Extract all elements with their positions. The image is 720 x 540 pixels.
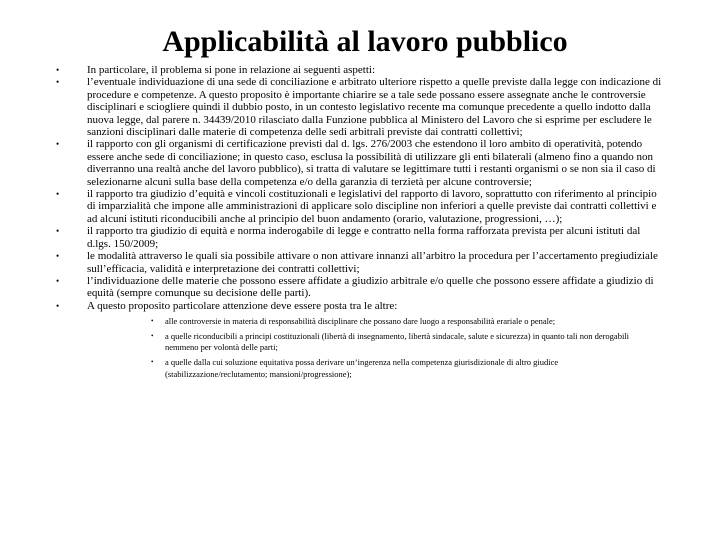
sub-list-item-text: a quelle dalla cui soluzione equitativa possa derivare un’ingerenza nella competenza giurisdizionale di altro giudice (stabilizzazione/reclutamento; mansioni/progressione); bbox=[165, 356, 559, 379]
bullet-icon: • bbox=[56, 275, 60, 286]
list-item-text: il rapporto tra giudizio d’equità e vincoli costituzionali e legislativi del rapporto di lavoro, soprattutto con riferimento al principio di imparzialità che impone alle amministrazioni di applicare solo discipline non inferiori a quelle previste dai contratti collettivi e ad alcuni istituti riconducibili anche al principio del buon andamento (orario, valutazione, progressioni, …); bbox=[87, 188, 657, 225]
list-item bbox=[56, 188, 662, 225]
bullet-icon: • bbox=[56, 65, 60, 75]
sub-list-item bbox=[151, 357, 662, 380]
list-item-text: il rapporto tra giudizio di equità e norma inderogabile di legge e contratto nella forma rafforzata prevista per alcuni istituti dal d.lgs. 150/2009; bbox=[87, 225, 641, 250]
sub-list-item bbox=[151, 331, 662, 354]
list-item-text: l’individuazione delle materie che possono essere affidate a giudizio arbitrale e/o quelle che possono essere affidate a giudizio di equità (sempre comunque su decisione delle parti). bbox=[87, 274, 654, 300]
bullet-icon: • bbox=[56, 77, 60, 88]
sub-bullet-icon: • bbox=[151, 331, 154, 340]
list-item-text: A questo proposito particolare attenzione deve essere posta tra le altre: bbox=[87, 299, 398, 312]
sub-list-item bbox=[151, 316, 662, 328]
bullet-icon: • bbox=[56, 300, 60, 311]
sub-list-item-text: alle controversie in materia di responsabilità disciplinare che possano dare luogo a responsabilità erariale o penale; bbox=[165, 316, 556, 327]
list-item-text: l’eventuale individuazione di una sede di conciliazione e arbitrato ulteriore rispetto a quelle previste dalla legge con indicazione di procedure e competenze. A questo proposito è importante chiarire se a tale sede possano essere assegnate anche le controversie disciplinari e sciogliere quindi il dubbio posto, in un contesto legislativo recente ma comunque precedente a quello indotto dalla nuova legge, dal parere n. 34439/2010 rilasciato dalla Funzione pubblica al Ministero del Lavoro che si esprime per escludere le sanzioni disciplinari dalle materie di competenza delle sedi arbitrali previste dai contratti collettivi; bbox=[87, 76, 662, 139]
list-item bbox=[56, 300, 662, 380]
list-item-text: il rapporto con gli organismi di certificazione previsti dal d. lgs. 276/2003 che estendono il loro ambito di operatività, potendo essere anche sede di conciliazione; in questo caso, esclusa la possibilità di utilizzare gli enti bilaterali (almeno fino a quando non diverranno una realtà anche del lavoro pubblico), si tratta di valutare se legittimare tutti i restanti organismi o se non sia il caso di selezionarne alcuni sulla base della competenza e/o della garanzia di terzietà per alcune controversie; bbox=[87, 138, 656, 188]
bullet-icon: • bbox=[56, 251, 60, 262]
list-item bbox=[56, 138, 662, 188]
list-item bbox=[56, 64, 662, 76]
list-item bbox=[56, 250, 662, 275]
bullet-icon: • bbox=[56, 139, 60, 150]
list-item-text: In particolare, il problema si pone in relazione ai seguenti aspetti: bbox=[87, 64, 376, 76]
list-item bbox=[56, 76, 662, 138]
list-item bbox=[56, 275, 662, 300]
bullet-list bbox=[56, 64, 662, 383]
sub-bullet-icon: • bbox=[151, 317, 154, 326]
sub-bullet-list bbox=[87, 316, 662, 380]
list-item-text: le modalità attraverso le quali sia possibile attivare o non attivare innanzi all’arbitro la procedura per l’accertamento pregiudiziale sull’efficacia, validità e interpretazione dei contratti collettivi; bbox=[87, 250, 658, 275]
sub-list-item-text: a quelle riconducibili a principi costituzionali (libertà di insegnamento, libertà sindacale, salute e sicurezza) in quanto tali non derogabili nemmeno per volontà delle parti; bbox=[165, 330, 630, 353]
page-title: Applicabilità al lavoro pubblico bbox=[162, 25, 568, 58]
sub-bullet-icon: • bbox=[151, 357, 154, 366]
bullet-icon: • bbox=[56, 189, 60, 200]
list-item bbox=[56, 225, 662, 250]
bullet-icon: • bbox=[56, 226, 60, 237]
